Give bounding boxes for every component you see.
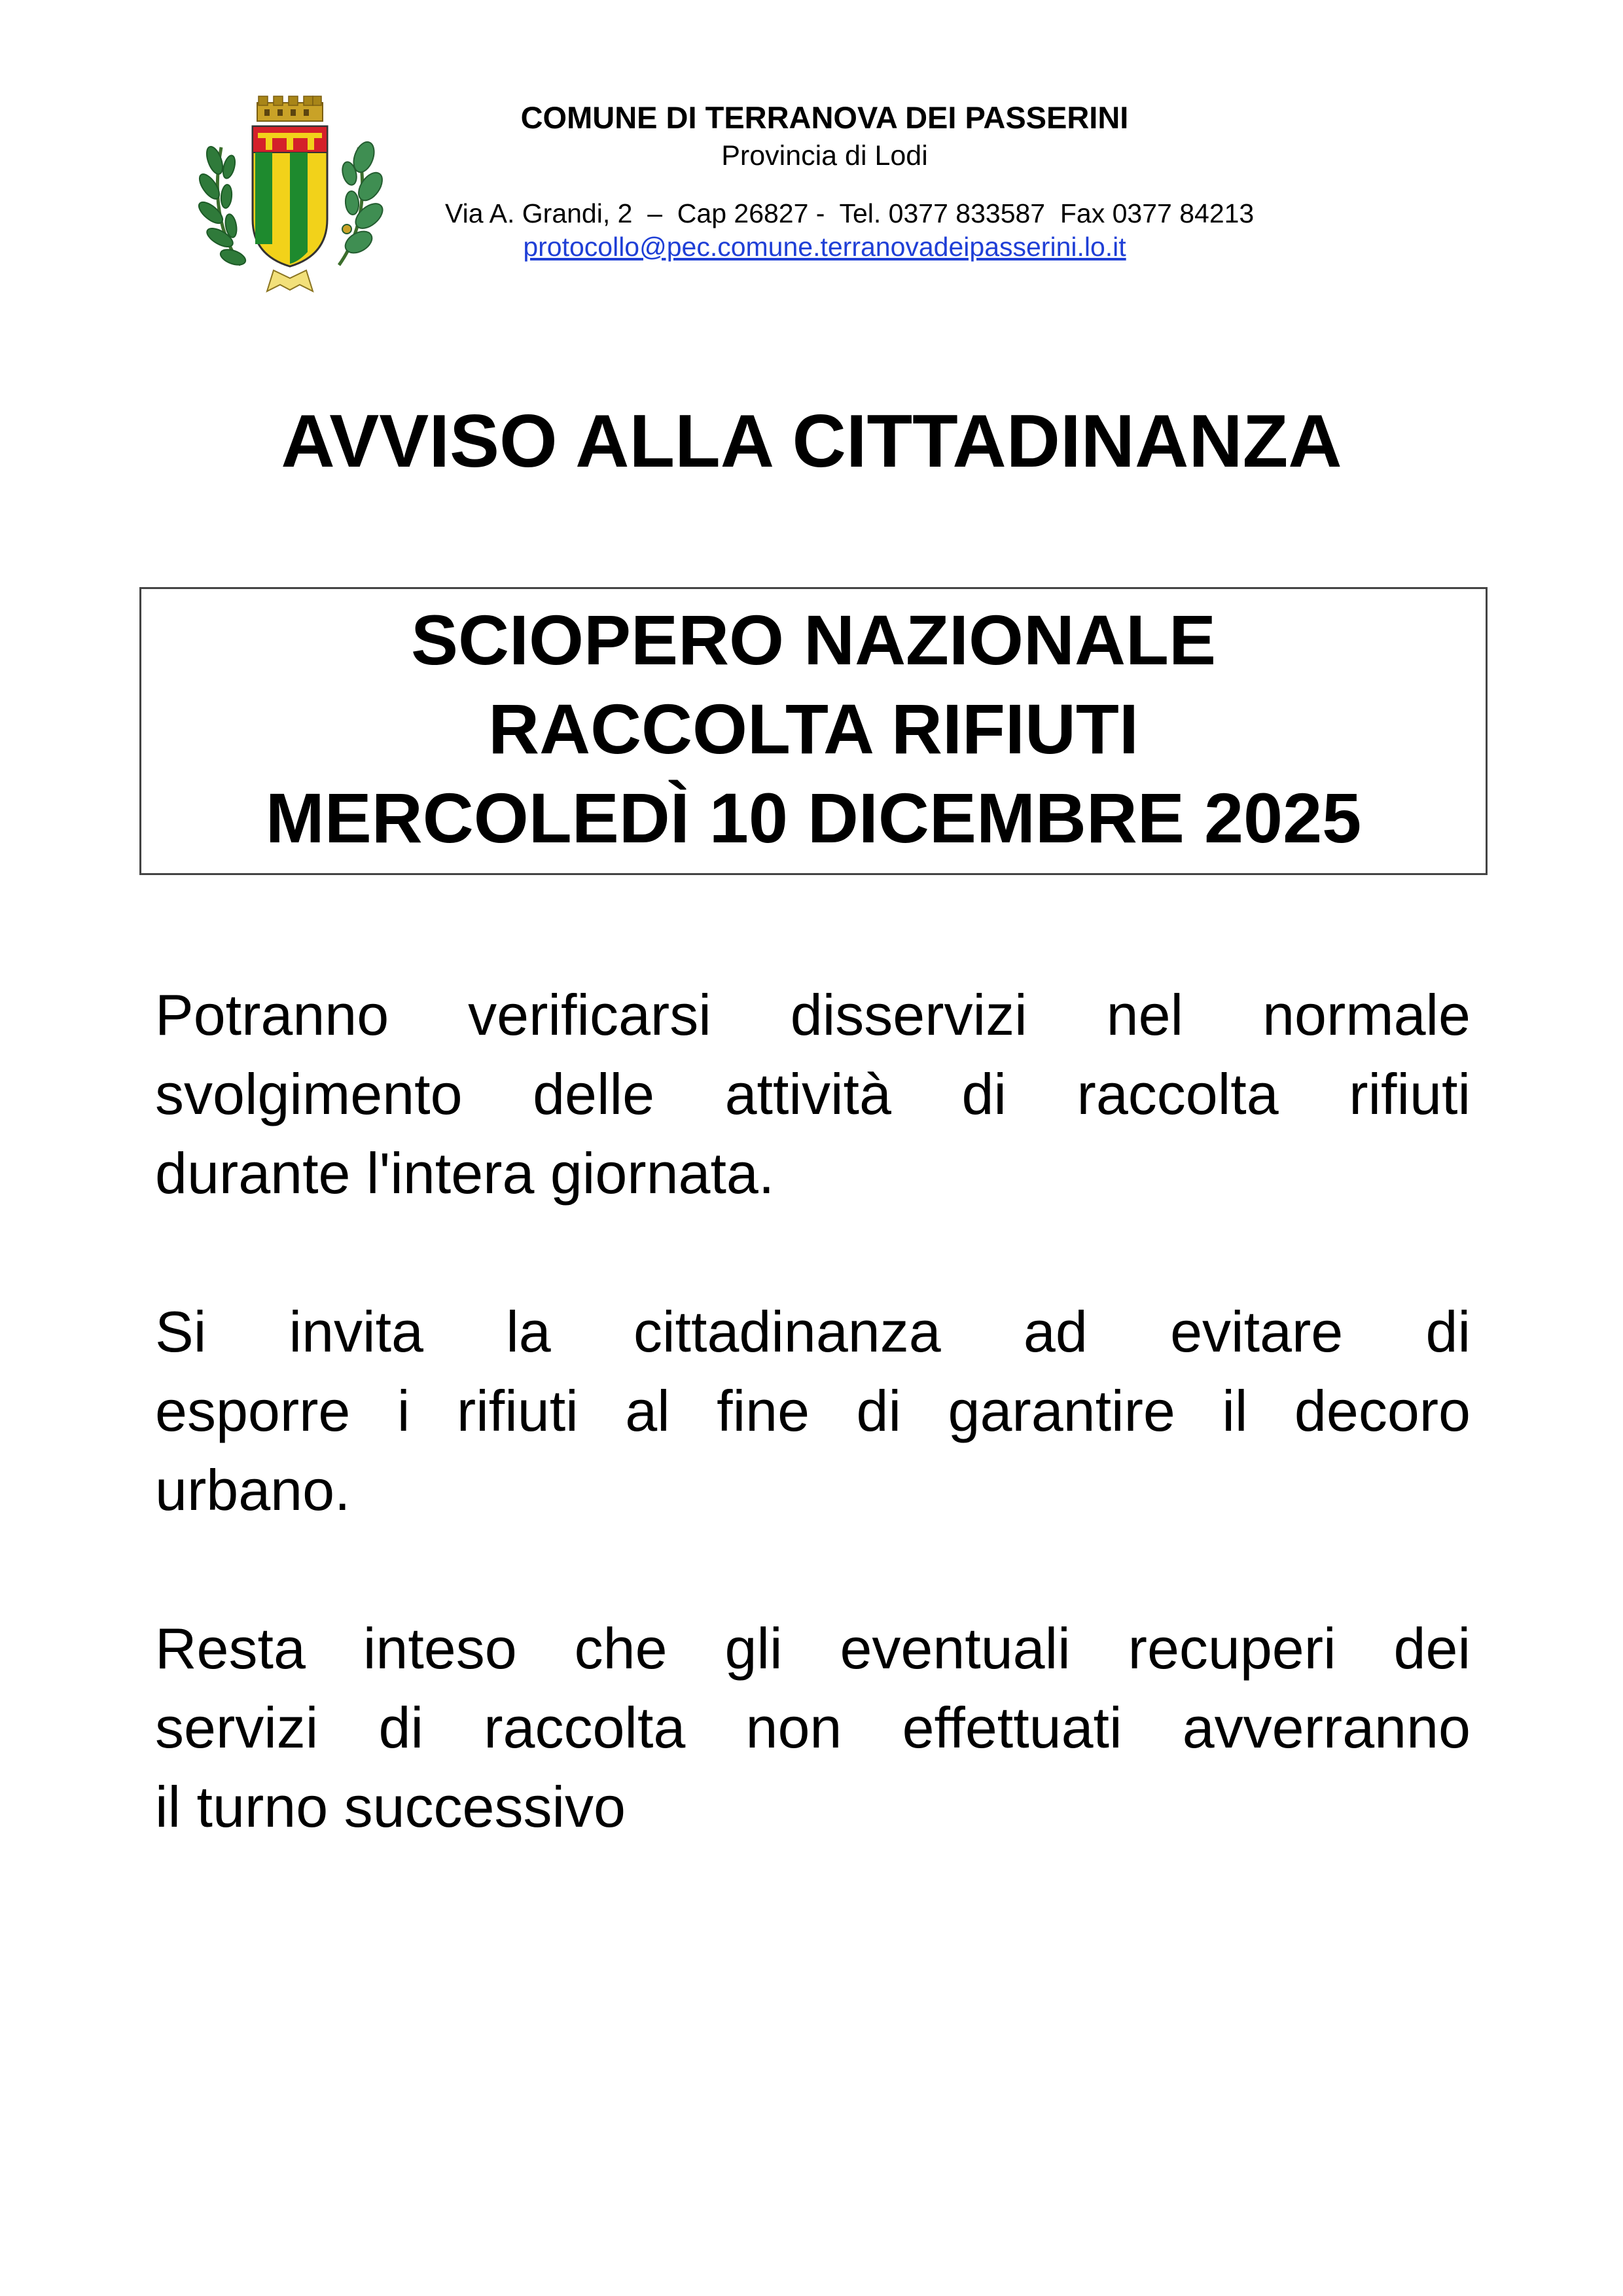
paragraph-line: servizi di raccolta non effettuati avverranno [155, 1695, 1471, 1760]
paragraph-line: svolgimento delle attività di raccolta rifiuti [155, 1062, 1471, 1126]
paragraph-line: durante l'intera giornata. [155, 1141, 775, 1206]
paragraph-line: esporre i rifiuti al fine di garantire il decoro [155, 1378, 1471, 1443]
paragraph-line: urbano. [155, 1458, 351, 1522]
notice-title: AVVISO ALLA CITTADINANZA [281, 400, 1342, 483]
organization-name: COMUNE DI TERRANOVA DEI PASSERINI [520, 100, 1129, 135]
paragraph-line: Resta inteso che gli eventuali recuperi dei [155, 1616, 1471, 1681]
letterhead [445, 98, 1255, 263]
announcement-line-2: RACCOLTA RIFIUTI [488, 689, 1139, 768]
strike-announcement-box [139, 587, 1488, 875]
paragraph-line: Si invita la cittadinanza ad evitare di [155, 1299, 1471, 1364]
email-link[interactable]: protocollo@pec.comune.terranovadeipasserini.lo.it [523, 232, 1126, 262]
paragraph [155, 1609, 1471, 1846]
notice-body [155, 975, 1471, 1926]
contact-address: Via A. Grandi, 2 – Cap 26827 - Tel. 0377 833587 Fax 0377 84213 [445, 198, 1255, 228]
paragraph [155, 975, 1471, 1213]
paragraph-line: Potranno verificarsi disservizi nel normale [155, 982, 1471, 1047]
paragraph [155, 1292, 1471, 1530]
announcement-line-1: SCIOPERO NAZIONALE [410, 600, 1217, 679]
province-name: Provincia di Lodi [721, 140, 928, 171]
announcement-line-3: MERCOLEDÌ 10 DICEMBRE 2025 [265, 778, 1362, 857]
municipal-crest-icon [195, 95, 385, 301]
paragraph-line: il turno successivo [155, 1774, 626, 1839]
